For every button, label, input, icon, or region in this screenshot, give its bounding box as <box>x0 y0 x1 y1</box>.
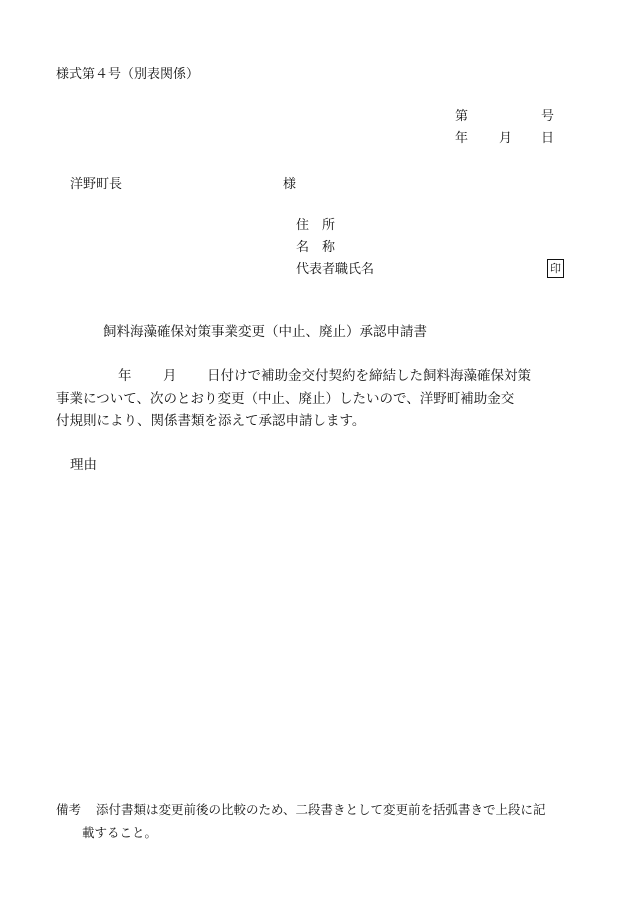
addressee-honorific: 様 <box>283 177 297 192</box>
document-title: 飼料海藻確保対策事業変更（中止、廃止）承認申請書 <box>103 324 427 340</box>
addressee-name: 洋野町長 <box>70 177 123 192</box>
body-month-label: 月 <box>163 368 177 384</box>
applicant-address-label: 住 所 <box>296 218 336 233</box>
body-line-2: 事業について、次のとおり変更（中止、廃止）したいので、洋野町補助金交 <box>56 391 515 407</box>
form-number: 様式第４号（別表関係） <box>56 67 200 82</box>
applicant-representative-label: 代表者職氏名 <box>296 262 375 277</box>
date-day-label: 日 <box>541 131 555 146</box>
note-label: 備考 <box>56 802 82 817</box>
body-year-label: 年 <box>118 368 132 384</box>
body-line-1: 日付けで補助金交付契約を締結した飼料海藻確保対策 <box>207 368 531 384</box>
date-month-label: 月 <box>499 131 513 146</box>
body-line-3: 付規則により、関係書類を添えて承認申請します。 <box>56 413 366 429</box>
document-number-prefix: 第 <box>455 109 469 124</box>
note-text-line-1: 添付書類は変更前後の比較のため、二段書きとして変更前を括弧書きで上段に記 <box>96 802 546 817</box>
note-text-line-2: 載すること。 <box>82 825 158 840</box>
seal-mark: 印 <box>547 259 564 278</box>
date-year-label: 年 <box>455 131 469 146</box>
applicant-name-label: 名 称 <box>296 240 336 255</box>
reason-label: 理由 <box>70 457 97 473</box>
document-number-suffix: 号 <box>541 109 555 124</box>
